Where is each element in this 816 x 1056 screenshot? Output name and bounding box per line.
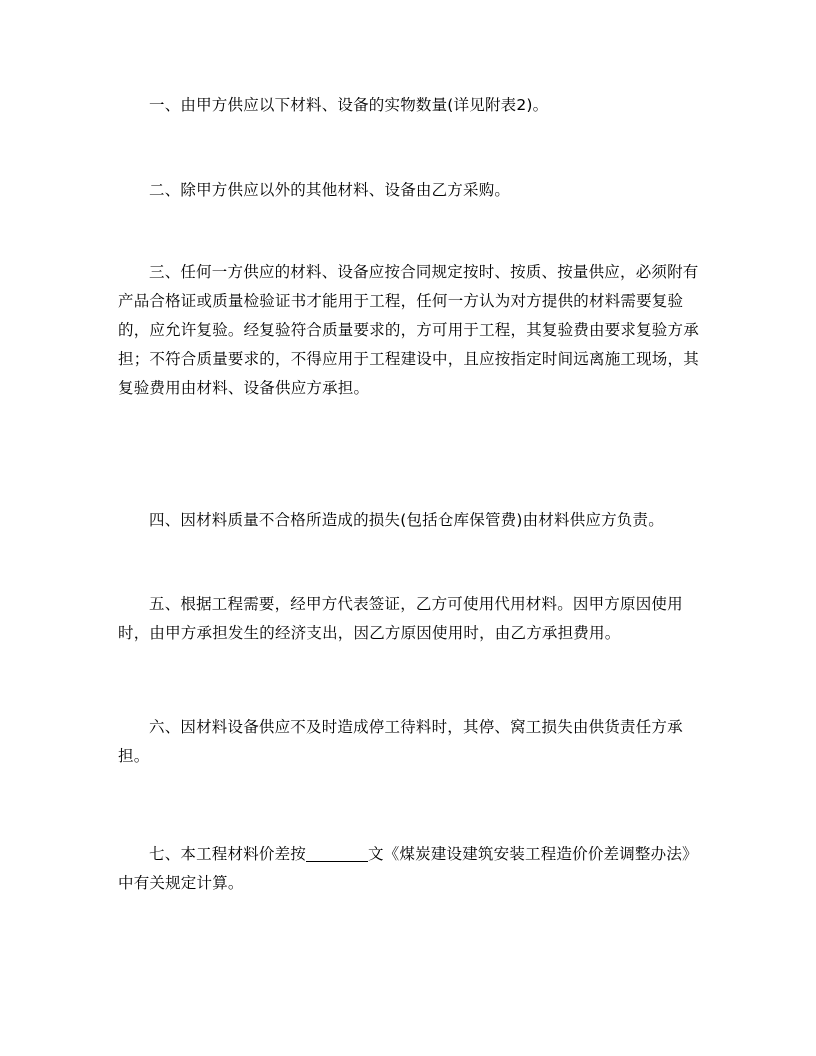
paragraph-5: 五、根据工程需要，经甲方代表签证，乙方可使用代用材料。因甲方原因使用时，由甲方承担发生的经济支出，因乙方原因使用时，由乙方承担费用。 [118,595,683,642]
paragraph-7-start: 七、本工程材料价差按 [149,845,307,863]
paragraph-6: 六、因材料设备供应不及时造成停工待料时，其停、窝工损失由供货责任方承担。 [118,718,683,765]
paragraph-7 [118,840,700,898]
paragraph-1: 一、由甲方供应以下材料、设备的实物数量(详见附表2)。 [149,96,549,114]
paragraph-2: 二、除甲方供应以外的其他材料、设备由乙方采购。 [149,181,511,199]
paragraph-4: 四、因材料质量不合格所造成的损失(包括仓库保管费)由材料供应方负责。 [149,511,664,529]
paragraph-7-end: 文《煤炭建设建筑安装工程造价价差调整办法》中有关规定计算。 [118,845,698,892]
fill-in-blank [306,844,368,862]
paragraph-3: 三、任何一方供应的材料、设备应按合同规定按时、按质、按量供应，必须附有产品合格证或质量检验证书才能用于工程，任何一方认为对方提供的材料需要复验的，应允许复验。经复验符合质量要求的，方可用于工程，其复验费由要求复验方承担；不符合质量要求的，不得应用于工程建设中，且应按指定时间远离施工现场，其复验费用由材料、设备供应方承担。 [118,263,699,397]
